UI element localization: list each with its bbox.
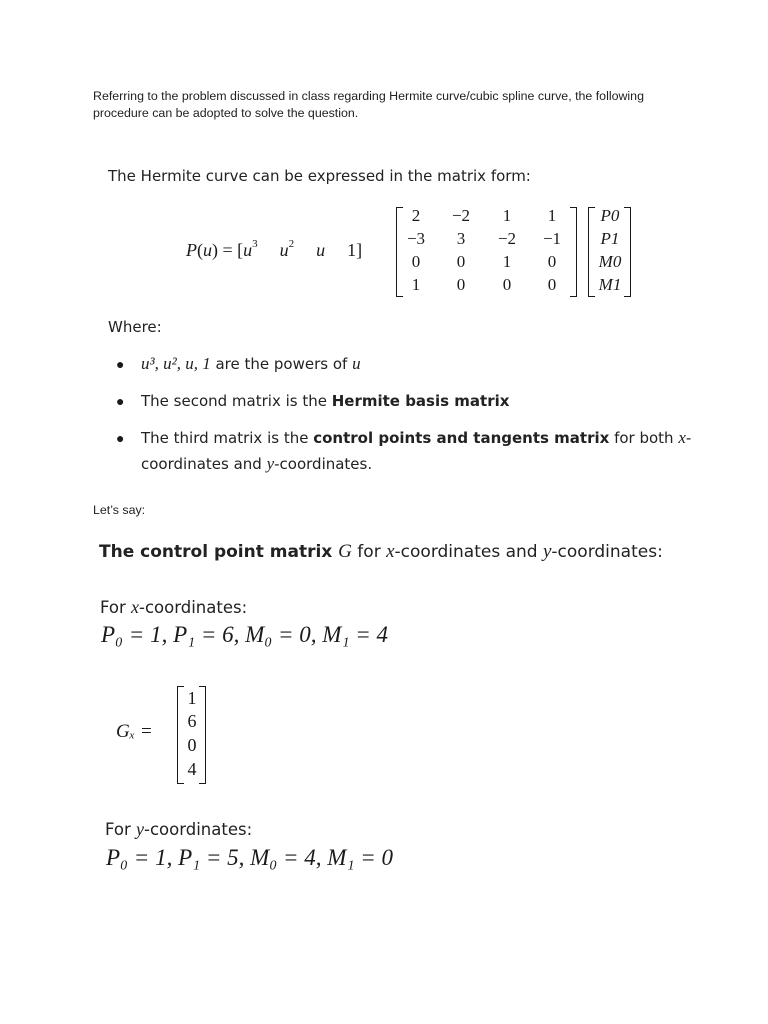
basis-cell: 0: [456, 252, 466, 271]
x-coordinates-label: For x-coordinates:: [100, 597, 248, 617]
gx-cell: 6: [187, 711, 197, 731]
bullet-item-powers: u³, u², u, 1 are the powers of u: [141, 354, 361, 373]
row-1: 1]: [347, 240, 363, 260]
basis-cell: −1: [542, 229, 562, 248]
basis-cell: 0: [411, 252, 421, 271]
basis-cell: −3: [406, 229, 426, 248]
basis-cell: 0: [502, 275, 512, 294]
section2-heading: The control point matrix G for x-coordinates and y-coordinates:: [99, 541, 663, 562]
lets-say-label: Let’s say:: [93, 503, 146, 517]
basis-cell: −2: [451, 206, 471, 225]
control-cell: M1: [598, 275, 622, 294]
basis-cell: 0: [547, 252, 557, 271]
gx-cell: 4: [187, 759, 197, 779]
gx-cell: 1: [187, 688, 197, 708]
basis-cell: 1: [502, 252, 512, 271]
x-coordinates-equation: P₀ = 1, P₁ = 6, M₀ = 0, M₁ = 4: [101, 622, 388, 647]
basis-cell: 0: [456, 275, 466, 294]
equation-lhs: P(u) = [: [186, 240, 244, 260]
bullet-item-control: The third matrix is the control points and tangents matrix for both x-coordinates and y-coordinates.: [141, 428, 692, 473]
gx-label: Gₓ =: [116, 721, 153, 742]
intro-paragraph: Referring to the problem discussed in class regarding Hermite curve/cubic spline curve, the following procedure can be adopted to solve the question.: [93, 89, 644, 120]
row-u2: $u^2$: [279, 238, 295, 260]
where-label: Where:: [108, 318, 162, 336]
row-u: u: [316, 240, 326, 260]
basis-cell: 0: [547, 275, 557, 294]
basis-cell: 1: [547, 206, 557, 225]
bullet-item-basis: The second matrix is the Hermite basis matrix: [141, 392, 510, 410]
row-u3: $u^3$: [243, 238, 258, 260]
basis-cell: 3: [456, 229, 466, 248]
hermite-equation-lhs: [186, 240, 362, 261]
basis-cell: 2: [411, 206, 421, 225]
bullet-dot: ●: [116, 356, 125, 372]
control-cell: P1: [600, 229, 620, 248]
basis-cell: 1: [411, 275, 421, 294]
basis-cell: 1: [502, 206, 512, 225]
y-coordinates-label: For y-coordinates:: [105, 819, 253, 839]
basis-cell: −2: [497, 229, 517, 248]
bullet-dot: ●: [116, 430, 125, 446]
bullet-dot: ●: [116, 393, 125, 409]
gx-cell: 0: [187, 735, 197, 755]
control-cell: P0: [600, 206, 620, 225]
section1-heading: The Hermite curve can be expressed in the matrix form:: [108, 167, 531, 185]
y-coordinates-equation: P₀ = 1, P₁ = 5, M₀ = 4, M₁ = 0: [106, 845, 393, 870]
control-cell: M0: [598, 252, 622, 271]
